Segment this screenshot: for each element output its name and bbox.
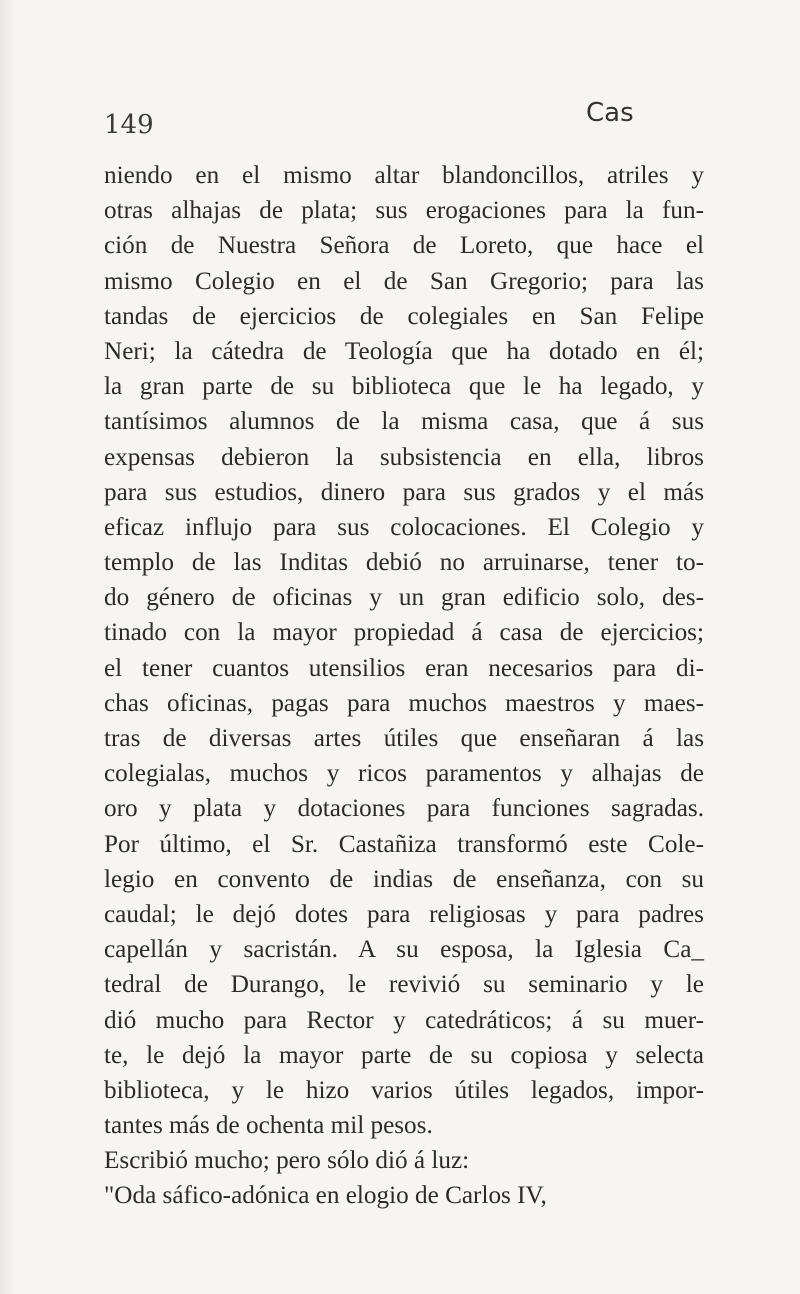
text-line: ción de Nuestra Señora de Loreto, que hace el [104,232,704,260]
text-line: Escribió mucho; pero sólo dió á luz: [104,1147,470,1175]
text-line: otras alhajas de plata; sus erogaciones para la fun- [104,197,704,225]
text-line: oro y plata y dotaciones para funciones sagradas. [104,795,704,823]
text-line: la gran parte de su biblioteca que le ha legado, y [104,373,704,401]
text-line: tantes más de ochenta mil pesos. [104,1112,433,1140]
text-line: para sus estudios, dinero para sus grados y el más [104,478,704,506]
text-line: templo de las Inditas debió no arruinarse, tener to- [104,549,704,577]
page-number: 149 [104,110,154,140]
text-line: tedral de Durango, le revivió su seminario y le [104,971,704,999]
text-line: Por último, el Sr. Castañiza transformó este Cole- [104,830,704,858]
running-head: Cas [586,98,634,128]
text-line: Neri; la cátedra de Teología que ha dotado en él; [104,337,704,365]
text-line: biblioteca, y le hizo varios útiles legados, impor- [104,1076,704,1104]
text-line: el tener cuantos utensilios eran necesarios para di- [104,654,704,682]
page-gutter-shadow [0,0,14,1294]
text-line: "Oda sáfico-adónica en elogio de Carlos IV, [104,1182,547,1210]
text-line: tras de diversas artes útiles que enseñaran á las [104,725,704,752]
text-line: mismo Colegio en el de San Gregorio; para las [104,267,704,295]
text-line: tandas de ejercicios de colegiales en San Felipe [104,302,704,330]
text-line: do género de oficinas y un gran edificio solo, des- [104,584,704,612]
body-text [104,158,704,1214]
text-line: te, le dejó la mayor parte de su copiosa y selecta [104,1041,704,1069]
text-line: caudal; le dejó dotes para religiosas y para padres [104,900,704,928]
text-line: colegialas, muchos y ricos paramentos y alhajas de [104,760,704,788]
text-line: niendo en el mismo altar blandoncillos, atriles y [104,162,704,189]
text-line: tinado con la mayor propiedad á casa de ejercicios; [104,619,704,647]
text-line: tantísimos alumnos de la misma casa, que á sus [104,408,704,436]
text-line: eficaz influjo para sus colocaciones. El Colegio y [104,513,704,541]
text-line: dió mucho para Rector y catedráticos; á su muer- [104,1006,704,1034]
text-line: legio en convento de indias de enseñanza, con su [104,865,704,893]
text-line: chas oficinas, pagas para muchos maestros y maes- [104,689,704,717]
text-line: expensas debieron la subsistencia en ella, libros [104,443,704,471]
text-line: capellán y sacristán. A su esposa, la Iglesia Ca_ [104,936,704,964]
